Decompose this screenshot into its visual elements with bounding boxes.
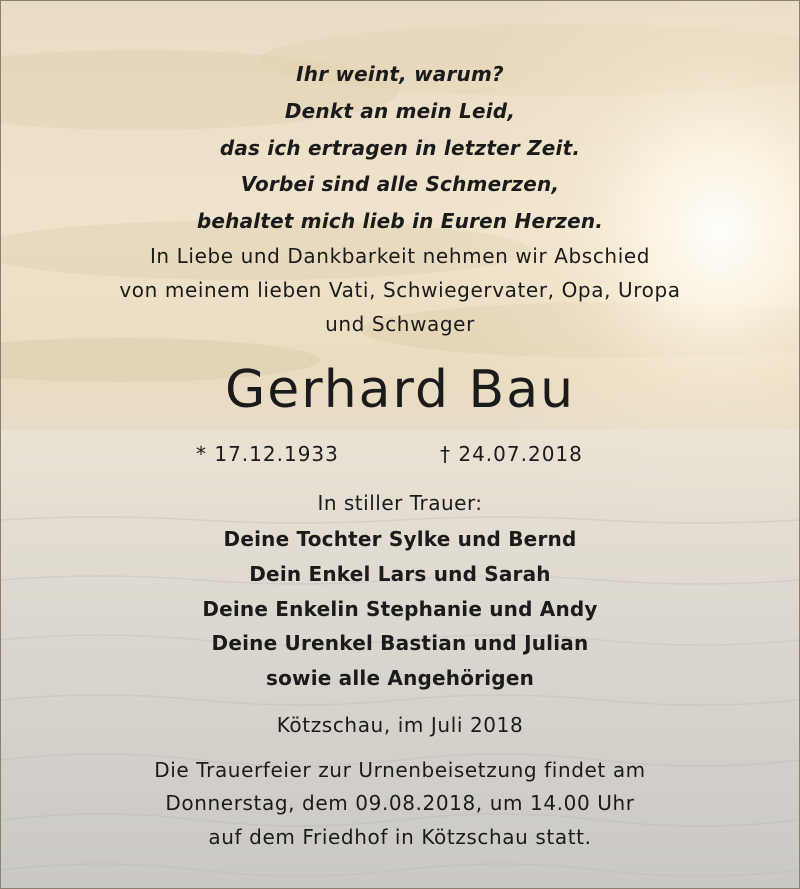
- poem-line: das ich ertragen in letzter Zeit.: [219, 136, 581, 160]
- poem-line: Vorbei sind alle Schmerzen,: [240, 172, 560, 196]
- mourner-line: Deine Urenkel Bastian und Julian: [211, 631, 589, 655]
- service-line: auf dem Friedhof in Kötzschau statt.: [208, 825, 592, 849]
- intro-line: von meinem lieben Vati, Schwiegervater, Opa, Uropa: [119, 278, 681, 302]
- place-date: Kötzschau, im Juli 2018: [276, 713, 524, 737]
- mourner-line: Dein Enkel Lars und Sarah: [249, 562, 551, 586]
- death-date: † 24.07.2018: [440, 442, 583, 466]
- birth-date: * 17.12.1933: [196, 442, 339, 466]
- poem-line: behaltet mich lieb in Euren Herzen.: [196, 209, 604, 233]
- deceased-name: Gerhard Bau: [224, 360, 576, 420]
- poem-line: Denkt an mein Leid,: [284, 99, 516, 123]
- mourner-line: Deine Enkelin Stephanie und Andy: [202, 597, 598, 621]
- intro-line: und Schwager: [325, 312, 475, 336]
- intro-line: In Liebe und Dankbarkeit nehmen wir Abschied: [149, 244, 651, 268]
- service-line: Donnerstag, dem 09.08.2018, um 14.00 Uhr: [165, 791, 635, 815]
- poem-line: Ihr weint, warum?: [296, 62, 504, 86]
- mourners-heading: In stiller Trauer:: [317, 491, 483, 515]
- mourner-line: sowie alle Angehörigen: [265, 666, 535, 690]
- mourner-line: Deine Tochter Sylke und Bernd: [223, 527, 577, 551]
- service-line: Die Trauerfeier zur Urnenbeisetzung findet am: [154, 758, 646, 782]
